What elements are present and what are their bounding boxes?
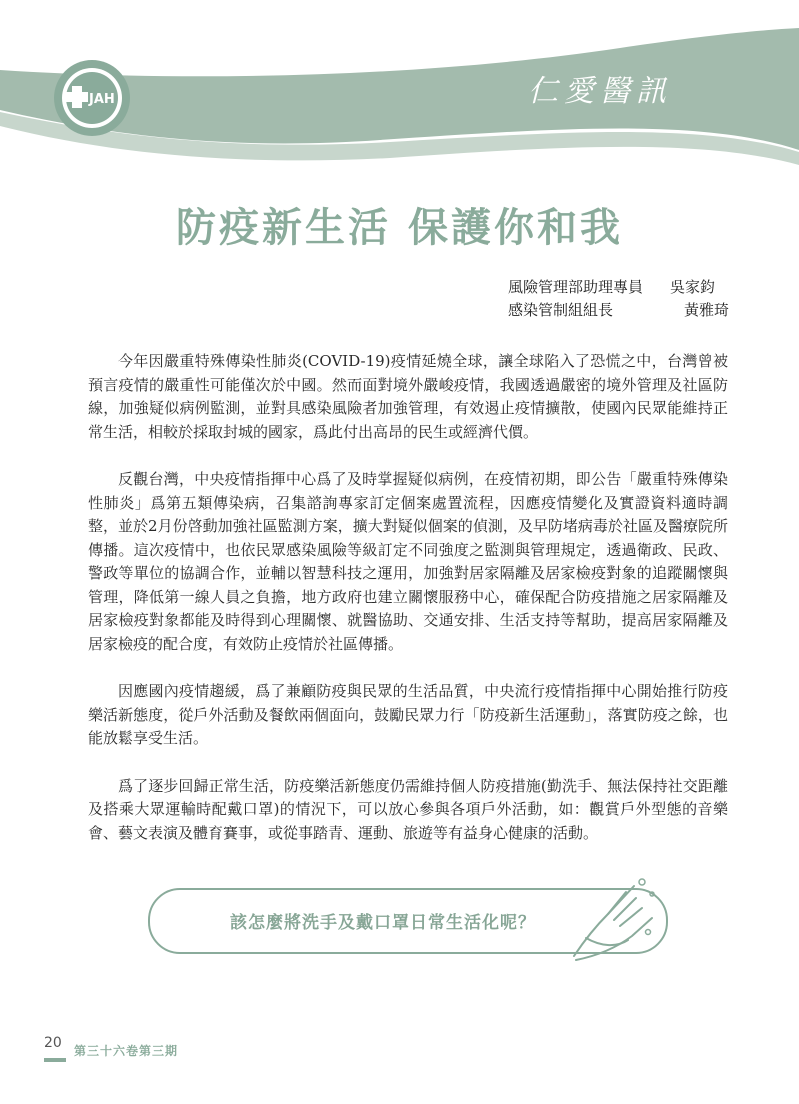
paragraph: 反觀台灣，中央疫情指揮中心爲了及時掌握疑似病例，在疫情初期，即公告「嚴重特殊傳染性肺炎」爲第五類傳染病，召集諮詢專家訂定個案處置流程，因應疫情變化及實證資料適時調整，並於2月份啓動加強社區監測方案，擴大對疑似個案的偵測，及早防堵病毒於社區及醫療院所傳播。這次疫情中，也依民眾感染風險等級訂定不同強度之監測與管理規定，透過衛政、民政、警政等單位的協調合作，並輔以智慧科技之運用，加強對居家隔離及居家檢疫對象的追蹤關懷與管理，降低第一線人員之負擔，地方政府也建立關懷服務中心，確保配合防疫措施之居家隔離及居家檢疫對象都能及時得到心理關懷、就醫協助、交通安排、生活支持等幫助，提高居家隔離及居家檢疫的配合度，有效防止疫情於社區傳播。 [88, 470, 728, 653]
logo-text: JAH [89, 92, 115, 107]
author-name: 吳家鈞 [670, 278, 716, 296]
author-role: 感染管制組組長 [508, 301, 614, 319]
author-line [508, 299, 758, 322]
hand-washing-icon [556, 868, 666, 968]
author-list [508, 276, 758, 322]
author-role: 風險管理部助理專員 [508, 278, 644, 296]
paragraph: 今年因嚴重特殊傳染性肺炎(COVID-19)疫情延燒全球，讓全球陷入了恐慌之中，台灣曾被預言疫情的嚴重性可能僅次於中國。然而面對境外嚴峻疫情，我國透過嚴密的境外管理及社區防線，加強疑似病例監測，並對具感染風險者加強管理，有效遏止疫情擴散，使國內民眾能維持正常生活，相較於採取封城的國家，爲此付出高昂的民生或經濟代價。 [88, 352, 728, 441]
brand-title: 仁愛醫訊 [528, 74, 672, 109]
paragraph: 因應國內疫情趨緩，爲了兼顧防疫與民眾的生活品質，中央流行疫情指揮中心開始推行防疫樂活新態度，從戶外活動及餐飲兩個面向，鼓勵民眾力行「防疫新生活運動」，落實防疫之餘，也能放鬆享受生活。 [88, 682, 728, 747]
author-line [508, 276, 758, 299]
paragraph: 爲了逐步回歸正常生活，防疫樂活新態度仍需維持個人防疫措施(勤洗手、無法保持社交距離及搭乘大眾運輸時配戴口罩)的情況下，可以放心參與各項戶外活動，如：觀賞戶外型態的音樂會、藝文表演及體育賽事，或從事踏青、運動、旅遊等有益身心健康的活動。 [88, 776, 728, 842]
author-name: 黃雅琦 [684, 301, 730, 319]
page-number-rule [44, 1058, 66, 1062]
callout-text: 該怎麼將洗手及戴口罩日常生活化呢？ [230, 913, 536, 933]
page-number: 20 [44, 1035, 62, 1051]
article-title: 防疫新生活 保護你和我 [176, 205, 623, 251]
hospital-logo [52, 58, 132, 138]
issue-label: 第三十六卷第三期 [74, 1044, 179, 1058]
article-body [88, 350, 728, 869]
